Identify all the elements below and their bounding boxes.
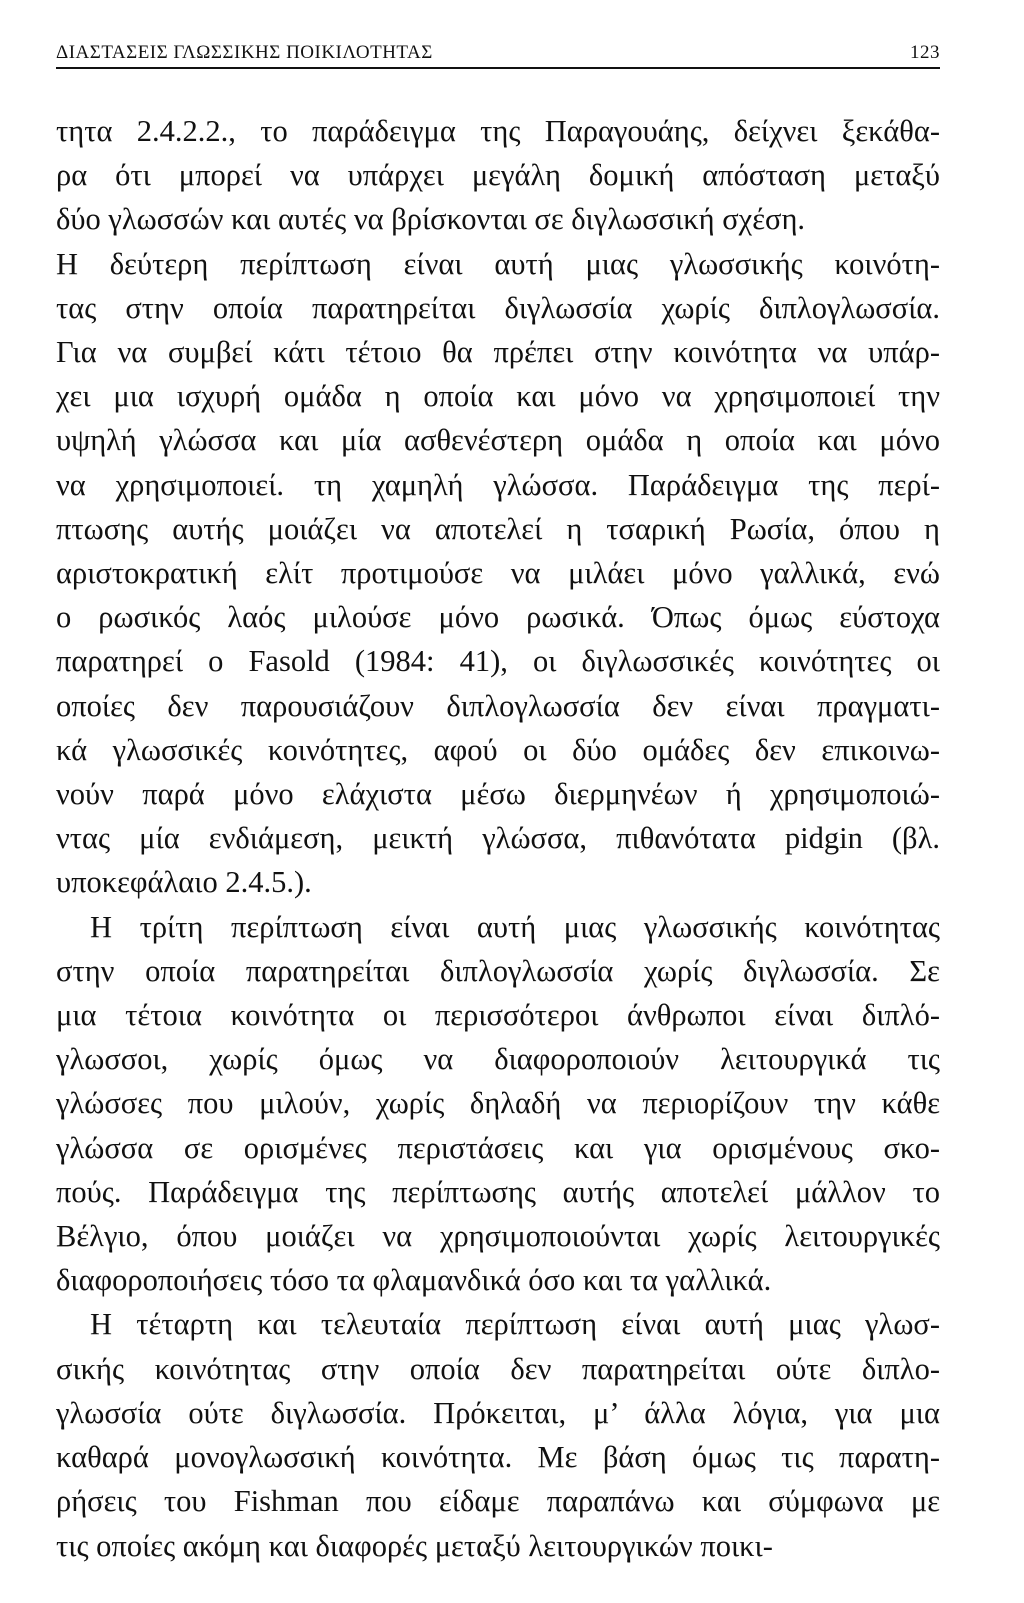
text-line: Η τρίτη περίπτωση είναι αυτή μιας γλωσσικής κοινότητας xyxy=(90,909,940,944)
text-line: Η τέταρτη και τελευταία περίπτωση είναι αυτή μιας γλωσ- xyxy=(90,1307,940,1342)
text-line: χει μια ισχυρή ομάδα η οποία και μόνο να χρησιμοποιεί την xyxy=(56,379,940,414)
body-text xyxy=(56,109,940,1568)
running-title: ΔΙΑΣΤΑΣΕΙΣ ΓΛΩΣΣΙΚΗΣ ΠΟΙΚΙΛΟΤΗΤΑΣ xyxy=(56,42,433,63)
text-line: ντας μία ενδιάμεση, μεικτή γλώσσα, πιθανότατα pidgin (βλ. xyxy=(56,821,940,856)
paragraph xyxy=(56,1302,940,1567)
page-number: 123 xyxy=(910,42,940,63)
text-line: τας στην οποία παρατηρείται διγλωσσία χωρίς διπλογλωσσία. xyxy=(56,290,940,325)
text-line: σικής κοινότητας στην οποία δεν παρατηρείται ούτε διπλο- xyxy=(56,1351,940,1386)
text-line: υποκεφάλαιο 2.4.5.). xyxy=(56,865,312,900)
text-line: γλωσσία ούτε διγλωσσία. Πρόκειται, μ’ άλλα λόγια, για μια xyxy=(56,1395,940,1430)
text-line: ρα ότι μπορεί να υπάρχει μεγάλη δομική απόσταση μεταξύ xyxy=(56,158,940,193)
text-line: γλώσσα σε ορισμένες περιστάσεις και για ορισμένους σκο- xyxy=(56,1130,940,1165)
text-line: ρήσεις του Fishman που είδαμε παραπάνω και σύμφωνα με xyxy=(56,1484,940,1519)
text-line: γλώσσες που μιλούν, χωρίς δηλαδή να περιορίζουν την κάθε xyxy=(56,1086,940,1121)
text-line: δύο γλωσσών και αυτές να βρίσκονται σε διγλωσσική σχέση. xyxy=(56,202,806,237)
text-line: κά γλωσσικές κοινότητες, αφού οι δύο ομάδες δεν επικοινω- xyxy=(56,732,940,767)
text-line: αριστοκρατική ελίτ προτιμούσε να μιλάει μόνο γαλλικά, ενώ xyxy=(56,556,940,591)
text-line: να χρησιμοποιεί. τη χαμηλή γλώσσα. Παράδειγμα της περί- xyxy=(56,467,940,502)
text-line: καθαρά μονογλωσσική κοινότητα. Με βάση όμως τις παρατη- xyxy=(56,1440,940,1475)
text-line: Βέλγιο, όπου μοιάζει να χρησιμοποιούνται χωρίς λειτουργικές xyxy=(56,1219,940,1254)
running-header xyxy=(56,42,940,69)
text-line: διαφοροποιήσεις τόσο τα φλαμανδικά όσο και τα γαλλικά. xyxy=(56,1263,772,1298)
text-line: Η δεύτερη περίπτωση είναι αυτή μιας γλωσσικής κοινότη- xyxy=(56,246,940,281)
text-line: Για να συμβεί κάτι τέτοιο θα πρέπει στην κοινότητα να υπάρ- xyxy=(56,335,940,370)
text-line: υψηλή γλώσσα και μία ασθενέστερη ομάδα η οποία και μόνο xyxy=(56,423,940,458)
text-line: νούν παρά μόνο ελάχιστα μέσω διερμηνέων ή χρησιμοποιώ- xyxy=(56,777,940,812)
text-line: μια τέτοια κοινότητα οι περισσότεροι άνθρωποι είναι διπλό- xyxy=(56,998,940,1033)
text-line: οποίες δεν παρουσιάζουν διπλογλωσσία δεν είναι πραγματι- xyxy=(56,688,940,723)
text-line: τις οποίες ακόμη και διαφορές μεταξύ λειτουργικών ποικι- xyxy=(56,1528,773,1563)
text-line: παρατηρεί ο Fasold (1984: 41), οι διγλωσσικές κοινότητες οι xyxy=(56,644,940,679)
text-line: πούς. Παράδειγμα της περίπτωσης αυτής αποτελεί μάλλον το xyxy=(56,1174,940,1209)
paragraph xyxy=(56,905,940,1303)
text-line: πτωσης αυτής μοιάζει να αποτελεί η τσαρική Ρωσία, όπου η xyxy=(56,511,940,546)
paragraph xyxy=(56,242,940,905)
text-line: ο ρωσικός λαός μιλούσε μόνο ρωσικά. Όπως όμως εύστοχα xyxy=(56,600,940,635)
text-line: γλωσσοι, χωρίς όμως να διαφοροποιούν λειτουργικά τις xyxy=(56,1042,940,1077)
text-line: στην οποία παρατηρείται διπλογλωσσία χωρίς διγλωσσία. Σε xyxy=(56,953,940,988)
paragraph xyxy=(56,109,940,242)
book-page xyxy=(56,42,940,1568)
text-line: τητα 2.4.2.2., το παράδειγμα της Παραγουάης, δείχνει ξεκάθα- xyxy=(56,114,940,148)
